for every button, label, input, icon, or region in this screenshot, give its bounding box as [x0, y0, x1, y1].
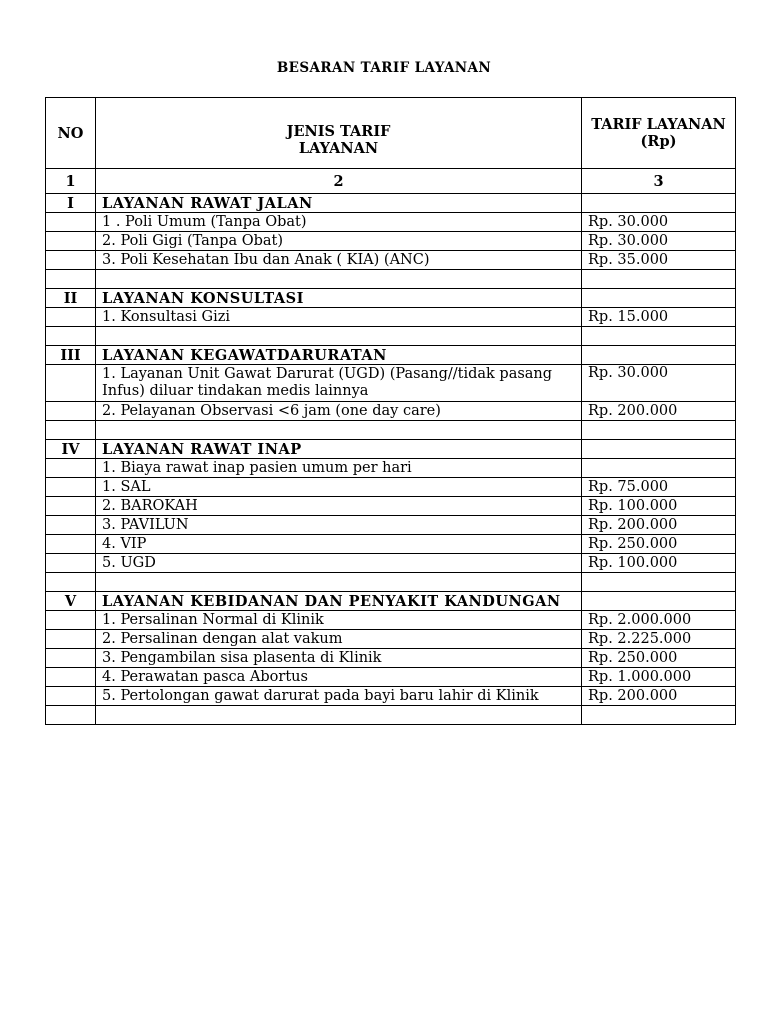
no-cell	[46, 459, 96, 478]
no-cell	[46, 365, 96, 402]
page-title: BESARAN TARIF LAYANAN	[276, 60, 492, 76]
section-row	[46, 194, 736, 213]
table-row	[46, 308, 736, 327]
service-price: Rp. 30.000	[582, 213, 736, 232]
service-price: Rp. 250.000	[582, 535, 736, 554]
table-row	[46, 630, 736, 649]
no-cell	[46, 478, 96, 497]
section-row	[46, 346, 736, 365]
section-row	[46, 440, 736, 459]
service-price: Rp. 200.000	[582, 687, 736, 706]
no-cell	[46, 516, 96, 535]
blank-row	[46, 706, 736, 725]
section-title: LAYANAN KEBIDANAN DAN PENYAKIT KANDUNGAN	[96, 592, 582, 611]
service-price: Rp. 200.000	[582, 516, 736, 535]
service-price: Rp. 100.000	[582, 554, 736, 573]
header-tarif-layanan	[582, 98, 736, 169]
column-number: 2	[96, 169, 582, 194]
no-cell	[46, 535, 96, 554]
service-label-line1: 1. Layanan Unit Gawat Darurat (UGD) (Pasang//tidak pasang	[102, 366, 553, 382]
group-label: 1. Biaya rawat inap pasien umum per hari	[96, 459, 582, 478]
blank-row	[46, 421, 736, 440]
service-price: Rp. 200.000	[582, 402, 736, 421]
header-tarif-line2: (Rp)	[640, 133, 677, 150]
price-cell	[582, 592, 736, 611]
no-cell	[46, 497, 96, 516]
section-number: IV	[46, 440, 96, 459]
no-cell	[46, 402, 96, 421]
service-price: Rp. 30.000	[582, 365, 736, 402]
no-cell	[46, 554, 96, 573]
price-cell	[582, 459, 736, 478]
table-row	[46, 402, 736, 421]
no-cell	[46, 232, 96, 251]
section-number: II	[46, 289, 96, 308]
header-jenis-line2: LAYANAN	[298, 140, 379, 157]
table-row	[46, 554, 736, 573]
section-number: III	[46, 346, 96, 365]
header-no: NO	[46, 98, 96, 169]
table-row	[46, 611, 736, 630]
service-label: 1. Persalinan Normal di Klinik	[96, 611, 582, 630]
column-number-row	[46, 169, 736, 194]
service-label	[96, 365, 582, 402]
blank-row	[46, 573, 736, 592]
service-label: 2. Persalinan dengan alat vakum	[96, 630, 582, 649]
table-row	[46, 459, 736, 478]
service-price: Rp. 100.000	[582, 497, 736, 516]
table-row	[46, 232, 736, 251]
service-label: 3. PAVILUN	[96, 516, 582, 535]
service-price: Rp. 35.000	[582, 251, 736, 270]
section-number: V	[46, 592, 96, 611]
table-row	[46, 668, 736, 687]
service-label: 2. BAROKAH	[96, 497, 582, 516]
service-label: 2. Pelayanan Observasi <6 jam (one day care)	[96, 402, 582, 421]
no-cell	[46, 213, 96, 232]
service-label: 1. Konsultasi Gizi	[96, 308, 582, 327]
service-label: 2. Poli Gigi (Tanpa Obat)	[96, 232, 582, 251]
table-row	[46, 516, 736, 535]
table-row	[46, 365, 736, 402]
service-label-line2: Infus) diluar tindakan medis lainnya	[102, 383, 369, 399]
tariff-table	[45, 97, 736, 725]
section-number: I	[46, 194, 96, 213]
service-label: 4. VIP	[96, 535, 582, 554]
blank-row	[46, 270, 736, 289]
service-label: 5. UGD	[96, 554, 582, 573]
service-price: Rp. 1.000.000	[582, 668, 736, 687]
price-cell	[582, 440, 736, 459]
service-label: 5. Pertolongan gawat darurat pada bayi baru lahir di Klinik	[96, 687, 582, 706]
table-row	[46, 213, 736, 232]
section-title: LAYANAN RAWAT JALAN	[96, 194, 582, 213]
column-number: 1	[46, 169, 96, 194]
table-row	[46, 535, 736, 554]
table-row	[46, 478, 736, 497]
section-title: LAYANAN KEGAWATDARURATAN	[96, 346, 582, 365]
table-row	[46, 649, 736, 668]
no-cell	[46, 251, 96, 270]
price-cell	[582, 194, 736, 213]
table-row	[46, 251, 736, 270]
table-header-row	[46, 98, 736, 169]
price-cell	[582, 289, 736, 308]
header-jenis-tarif	[96, 98, 582, 169]
service-price: Rp. 2.225.000	[582, 630, 736, 649]
table-row	[46, 687, 736, 706]
section-title: LAYANAN KONSULTASI	[96, 289, 582, 308]
no-cell	[46, 649, 96, 668]
service-price: Rp. 30.000	[582, 232, 736, 251]
no-cell	[46, 611, 96, 630]
no-cell	[46, 687, 96, 706]
service-label: 4. Perawatan pasca Abortus	[96, 668, 582, 687]
service-label: 1. SAL	[96, 478, 582, 497]
service-label: 3. Poli Kesehatan Ibu dan Anak ( KIA) (ANC)	[96, 251, 582, 270]
table-row	[46, 497, 736, 516]
no-cell	[46, 630, 96, 649]
section-title: LAYANAN RAWAT INAP	[96, 440, 582, 459]
section-row	[46, 592, 736, 611]
section-row	[46, 289, 736, 308]
service-price: Rp. 2.000.000	[582, 611, 736, 630]
service-price: Rp. 15.000	[582, 308, 736, 327]
header-tarif-line1: TARIF LAYANAN	[591, 116, 726, 133]
service-label: 1 . Poli Umum (Tanpa Obat)	[96, 213, 582, 232]
blank-row	[46, 327, 736, 346]
header-jenis-line1: JENIS TARIF	[286, 123, 391, 140]
no-cell	[46, 668, 96, 687]
service-price: Rp. 250.000	[582, 649, 736, 668]
price-cell	[582, 346, 736, 365]
column-number: 3	[582, 169, 736, 194]
service-price: Rp. 75.000	[582, 478, 736, 497]
no-cell	[46, 308, 96, 327]
service-label: 3. Pengambilan sisa plasenta di Klinik	[96, 649, 582, 668]
